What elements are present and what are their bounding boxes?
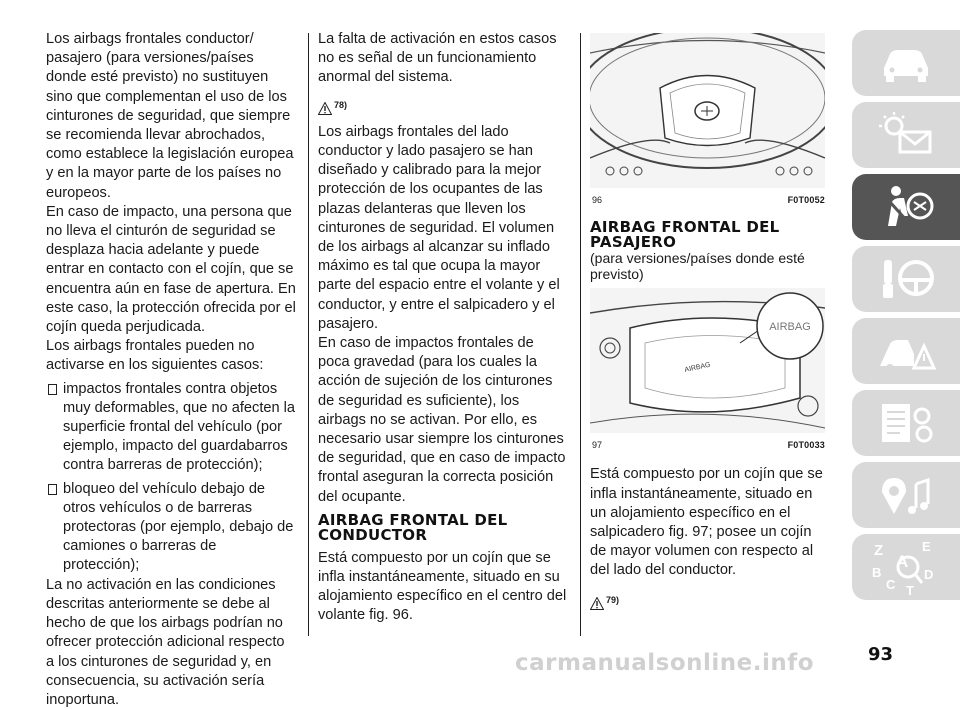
warning-number: 78) <box>334 99 348 110</box>
page-number: 93 <box>868 644 894 665</box>
paragraph: La falta de activación en estos casos no es señal de un funcionamiento anormal del sistema. <box>318 31 557 86</box>
bullet-box-icon <box>48 384 57 395</box>
tab-multimedia[interactable] <box>852 462 960 528</box>
tab-index[interactable] <box>852 534 960 600</box>
bullet-box-icon <box>48 484 57 495</box>
list-item <box>46 380 296 476</box>
key-steering-wheel-icon <box>874 254 938 304</box>
paragraph: Está compuesto por un cojín que se infla instantáneamente, situado en un alojamiento específico en el salpicadero fig. 97; posee un cojín de mayor volumen con respecto al del lado del conductor. <box>590 466 823 579</box>
maintenance-list-icon <box>874 398 938 448</box>
tab-starting-driving[interactable] <box>852 246 960 312</box>
dashboard-airbag-illustration <box>590 288 825 433</box>
svg-text:T: T <box>906 583 914 597</box>
svg-text:A: A <box>896 552 909 571</box>
seatbelt-airbag-icon <box>874 182 938 232</box>
svg-text:E: E <box>922 539 931 554</box>
warning-triangle-icon <box>590 597 604 610</box>
text-column-2 <box>318 30 568 626</box>
column-divider <box>580 33 581 636</box>
list-item-text: bloqueo del vehículo debajo de otros vehículos o de barreras protectoras (por ejemplo, debajo de camiones o barreras de protección); <box>63 480 294 574</box>
paragraph: En caso de impactos frontales de poca gravedad (para los cuales la acción de sujeción de los cinturones de seguridad es suficiente), los airbags no se activan. Por ello, es necesario usar siempre los cinturones de seguridad, que en caso de impacto frontal aseguran la correcta posición del ocupante. <box>318 335 566 505</box>
alphabetical-index-icon <box>866 537 946 597</box>
multimedia-music-icon <box>874 470 938 520</box>
section-heading: AIRBAG FRONTAL DEL CONDUCTOR <box>318 510 508 544</box>
figure-number: 96 <box>592 195 603 205</box>
paragraph: En caso de impacto, una persona que no lleva el cinturón de seguridad se desplaza hacia adelante y puede entrar en contacto con el cojín, que se encuentra aún en fase de apertura. En este caso, la protección ofrecida por el cojín queda perjudicada. <box>46 203 296 336</box>
figure-96 <box>590 33 825 210</box>
car-dashboard-icon <box>874 40 938 86</box>
svg-text:C: C <box>886 577 896 592</box>
paragraph: Está compuesto por un cojín que se infla instantáneamente, situado en su alojamiento específico en el centro del volante fig. 96. <box>318 549 567 624</box>
steering-wheel-illustration <box>590 33 825 188</box>
warning-reference <box>318 96 568 115</box>
paragraph: Los airbags frontales del lado conductor y lado pasajero se han diseñado y calibrado para la mejor protección de los ocupantes de las plazas delanteras que lleven los cinturones de seguridad. El volumen de los airbags al alcanzar su inflado máximo es tal que ocupa la mayor parte del espacio entre el volante y el conductor, y entre el salpicadero y el pasajero. <box>318 123 560 332</box>
warning-lights-icon <box>874 110 938 160</box>
list-item-text: impactos frontales contra objetos muy deformables, que no afecten la superficie frontal del vehículo (por ejemplo, impacto del guardabarros contra barreras de protección); <box>63 380 296 474</box>
paragraph: Los airbags frontales conductor/ pasajero (para versiones/países donde esté previsto) no sustituyen sino que complementan el uso de los cinturones de seguridad, que siempre se recomienda llevar abrochados, como establece la legislación europea y en la mayor parte de los países no europeos. <box>46 31 294 201</box>
figure-97 <box>590 288 825 455</box>
warning-triangle-icon <box>318 102 332 115</box>
text-column-1 <box>46 30 296 710</box>
figure-caption <box>590 188 825 210</box>
watermark: carmanualsonline.info <box>515 650 815 676</box>
emergency-breakdown-icon <box>874 326 938 376</box>
figure-caption <box>590 433 825 455</box>
tab-safety[interactable] <box>852 174 960 240</box>
warning-reference <box>590 591 825 610</box>
figure-code: F0T0052 <box>787 195 825 205</box>
tab-dashboard[interactable] <box>852 30 960 96</box>
paragraph: La no activación en las condiciones descritas anteriormente se debe al hecho de que los airbags podrían no ofrecer protección adicional respecto a los cinturones de seguridad y, en consecuencia, su activación sería inoportuna. <box>46 576 285 708</box>
column-divider <box>308 33 309 636</box>
svg-text:Z: Z <box>874 542 884 559</box>
figure-number: 97 <box>592 440 603 451</box>
tab-warning-lights[interactable] <box>852 102 960 168</box>
warning-number: 79) <box>606 594 620 605</box>
figure-code: F0T0033 <box>787 440 825 451</box>
section-subheading: (para versiones/países donde esté previsto) <box>590 250 805 283</box>
text-column-3 <box>590 33 825 618</box>
tab-emergency[interactable] <box>852 318 960 384</box>
svg-text:B: B <box>872 565 882 580</box>
airbag-label: AIRBAG <box>769 321 811 334</box>
paragraph: Los airbags frontales pueden no activarse en los siguientes casos: <box>46 338 264 374</box>
tab-maintenance[interactable] <box>852 390 960 456</box>
svg-text:D: D <box>924 567 934 582</box>
airbag-cover-label: AIRBAG <box>683 361 712 375</box>
list-item <box>46 480 296 576</box>
section-heading: AIRBAG FRONTAL DEL PASAJERO <box>590 218 780 252</box>
